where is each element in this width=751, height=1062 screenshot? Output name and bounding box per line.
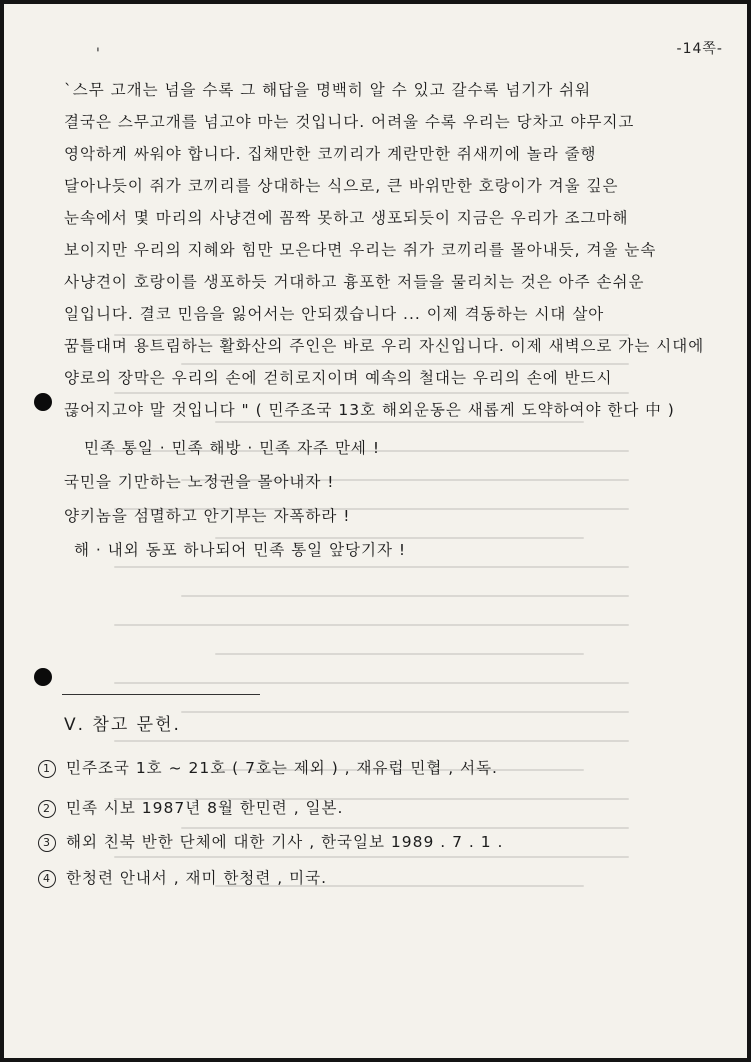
slogan-line: 해 · 내외 동포 하나되어 민족 통일 앞당기자 !: [74, 541, 407, 559]
section-title: Ⅴ. 참고 문헌.: [64, 715, 181, 735]
body-line: 일입니다. 결코 민음을 잃어서는 안되겠습니다 ... 이제 격동하는 시대 살아: [64, 305, 605, 323]
reference-item: [38, 830, 503, 852]
binding-hole: [34, 668, 52, 686]
page-number: -14쪽-: [676, 41, 723, 57]
body-line: 양로의 장막은 우리의 손에 걷히로지이며 예속의 철대는 우리의 손에 반드시: [64, 369, 613, 387]
reference-text: 한청련 안내서 , 재미 한청련 , 미국.: [66, 869, 327, 887]
body-line: 꿈틀대며 용트림하는 활화산의 주인은 바로 우리 자신입니다. 이제 새벽으로 가는 시대에: [64, 337, 705, 355]
reference-item: [38, 796, 343, 818]
reference-number: 2: [38, 800, 56, 818]
reference-item: [38, 756, 498, 778]
body-line: 끊어지고야 말 것입니다 " ( 민주조국 13호 해외운동은 새롭게 도약하여야 한다 中 ): [64, 401, 675, 419]
reference-number: 3: [38, 834, 56, 852]
body-line: 눈속에서 몇 마리의 사냥견에 꼼짝 못하고 생포되듯이 지금은 우리가 조그마해: [64, 209, 629, 227]
body-line: 달아나듯이 쥐가 코끼리를 상대하는 식으로, 큰 바위만한 호랑이가 겨울 깊은: [64, 177, 619, 195]
body-line: 결국은 스무고개를 넘고야 마는 것입니다. 어려울 수록 우리는 당차고 야무지고: [64, 113, 635, 131]
body-line: `스무 고개는 넘을 수록 그 해답을 명백히 알 수 있고 갈수록 넘기가 쉬워: [64, 81, 592, 99]
reference-text: 해외 친북 반한 단체에 대한 기사 , 한국일보 1989 . 7 . 1 .: [66, 833, 504, 851]
document-page: [4, 4, 747, 1058]
reference-text: 민족 시보 1987년 8월 한민련 , 일본.: [66, 799, 344, 817]
tick-mark: ': [96, 46, 100, 62]
slogan-line: 민족 통일 · 민족 해방 · 민족 자주 만세 !: [84, 439, 381, 457]
reference-text: 민주조국 1호 ~ 21호 ( 7호는 제외 ) , 재유럽 민협 , 서독.: [66, 759, 498, 777]
slogan-line: 양키놈을 섬멸하고 안기부는 자폭하라 !: [64, 507, 351, 525]
section-rule: [62, 694, 260, 695]
reference-item: [38, 866, 327, 888]
reference-number: 1: [38, 760, 56, 778]
reverse-side-bleed-through: [114, 334, 674, 954]
body-line: 보이지만 우리의 지혜와 힘만 모은다면 우리는 쥐가 코끼리를 몰아내듯, 겨울 눈속: [64, 241, 657, 259]
body-line: 영악하게 싸워야 합니다. 집채만한 코끼리가 계란만한 쥐새끼에 놀라 줄행: [64, 145, 597, 163]
binding-hole: [34, 393, 52, 411]
body-line: 사냥견이 호랑이를 생포하듯 거대하고 흉포한 저들을 물리치는 것은 아주 손쉬운: [64, 273, 645, 291]
reference-number: 4: [38, 870, 56, 888]
slogan-line: 국민을 기만하는 노정권을 몰아내자 !: [64, 473, 335, 491]
